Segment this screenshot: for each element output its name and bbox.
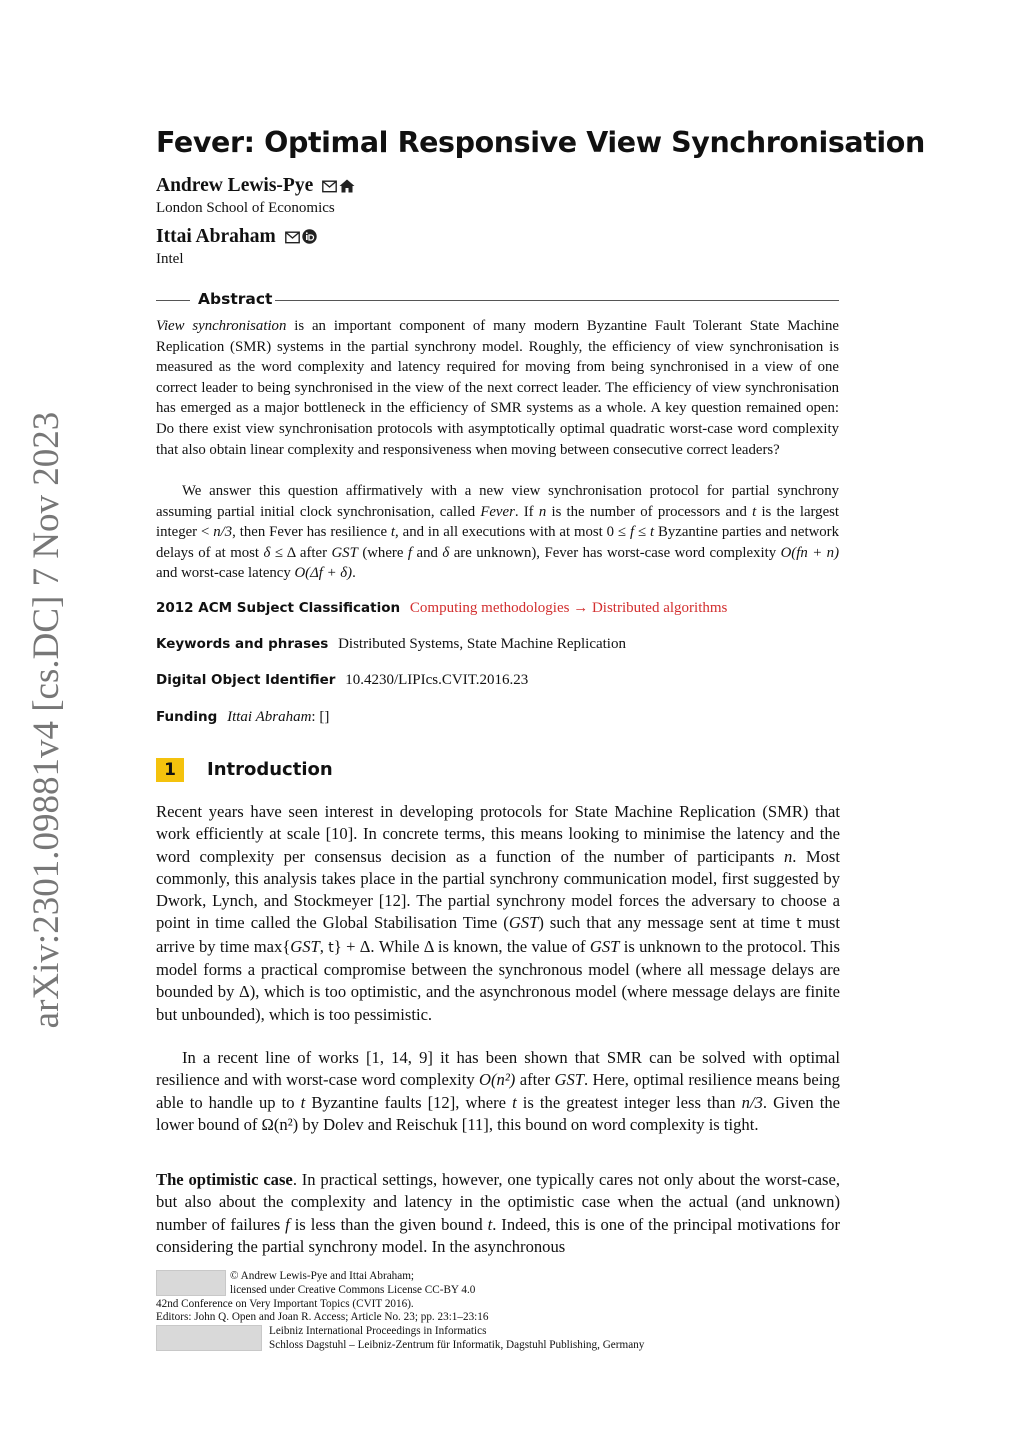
envelope-icon[interactable] — [285, 231, 300, 244]
paragraph-lead: The optimistic case — [156, 1170, 293, 1189]
lipics-logo — [156, 1325, 262, 1351]
funding-name: Ittai Abraham — [227, 709, 312, 725]
cc-license-logo — [156, 1270, 226, 1296]
home-icon[interactable] — [339, 179, 355, 193]
abstract-lead-term: View synchronisation — [156, 318, 287, 334]
keywords-value: Distributed Systems, State Machine Replication — [338, 636, 626, 652]
author-1-affiliation: London School of Economics — [156, 200, 335, 216]
section-title: Introduction — [207, 759, 333, 780]
intro-paragraph-3: The optimistic case. In practical settings, however, one typically cares not only about the worst-case, but also about the complexity and latency in the optimistic case when the actual (and unknown) number of failures f is less than the given bound t. Indeed, this is one of the principal motivations for considering the partial synchrony model. In the asynchronous — [156, 1170, 840, 1256]
author-2-name: Ittai Abraham — [156, 226, 276, 247]
abstract-p1-text: is an important component of many modern Byzantine Fault Tolerant State Machine Replication (SMR) systems in the partial synchrony model. Roughly, the efficiency of view synchronisation is measured as the word complexity and latency required for moving from being synchronised in a view of one correct leader to being synchronised in the view of the next correct leader. The efficiency of view synchronisation has emerged as a major bottleneck in the efficiency of SMR systems as a whole. A key question remained open: Do there exist view synchronisation protocols with asymptotically optimal quadratic worst-case word complexity that also obtain linear complexity and responsiveness when moving between consecutive correct leaders? — [156, 318, 839, 458]
footer-conference: 42nd Conference on Very Important Topics (CVIT 2016). — [156, 1298, 414, 1310]
abstract-paragraph-1 — [156, 316, 839, 460]
author-2-affiliation: Intel — [156, 251, 184, 267]
doi-value: 10.4230/LIPIcs.CVIT.2016.23 — [345, 672, 529, 688]
funding-rest: : [] — [311, 709, 330, 725]
intro-paragraph-2: In a recent line of works [1, 14, 9] it has been shown that SMR can be solved with optimal resilience and with worst-case word complexity O(n²) after GST. Here, optimal resilience means being able to handle up to t Byzantine faults [12], where t is the greatest integer less than n/3. Given the lower bound of Ω(n²) by Dolev and Reischuk [11], this bound on word complexity is tight. — [156, 1048, 840, 1134]
doi — [156, 672, 856, 689]
author-1 — [156, 175, 355, 197]
acm-link[interactable]: Computing methodologies → Distributed algorithms — [409, 600, 728, 616]
abstract-label: Abstract — [198, 290, 273, 308]
footer-editors: Editors: John Q. Open and Joan R. Access; Article No. 23; pp. 23:1–23:16 — [156, 1311, 489, 1323]
orcid-icon[interactable] — [302, 229, 317, 244]
keywords — [156, 636, 856, 653]
acm-classification — [156, 600, 856, 617]
paper-title: Fever: Optimal Responsive View Synchronisation — [156, 126, 925, 159]
footer-license: licensed under Creative Commons License CC-BY 4.0 — [230, 1284, 476, 1296]
funding-label: Funding — [156, 709, 218, 725]
envelope-icon[interactable] — [322, 180, 337, 193]
acm-label: 2012 ACM Subject Classification — [156, 600, 401, 616]
section-number: 1 — [156, 758, 184, 782]
footer-series: Leibniz International Proceedings in Informatics — [269, 1325, 487, 1337]
funding — [156, 709, 856, 726]
abstract-heading — [156, 290, 839, 310]
author-2 — [156, 226, 317, 248]
doi-label: Digital Object Identifier — [156, 672, 336, 688]
arxiv-side-stamp: arXiv:2301.09881v4 [cs.DC] 7 Nov 2023 — [26, 411, 67, 1029]
footer-publisher: Schloss Dagstuhl – Leibniz-Zentrum für Informatik, Dagstuhl Publishing, Germany — [269, 1339, 645, 1351]
keywords-label: Keywords and phrases — [156, 636, 329, 652]
footer-copyright: © Andrew Lewis-Pye and Ittai Abraham; — [230, 1270, 415, 1282]
intro-paragraph-1: Recent years have seen interest in developing protocols for State Machine Replication (SMR) that work efficiently at scale [10]. In concrete terms, this means looking to minimise the latency and the word complexity per consensus decision as a function of the number of participants n. Most commonly, this analysis takes place in the partial synchrony communication model, first suggested by Dwork, Lynch, and Stockmeyer [12]. The partial synchrony model forces the adversary to choose a point in time called the Global Stabilisation Time (GST) such that any message sent at time t must arrive by time max{GST, t} + Δ. While Δ is known, the value of GST is unknown to the protocol. This model forms a practical compromise between the synchronous model (where all message delays are bounded by Δ), which is too optimistic, and the asynchronous model (where message delays are finite but unbounded), which is too pessimistic. — [156, 802, 840, 1024]
abstract-rule-right — [275, 300, 839, 301]
author-1-name: Andrew Lewis-Pye — [156, 175, 314, 196]
abstract-paragraph-2: We answer this question affirmatively with a new view synchronisation protocol for partial synchrony assuming partial initial clock synchronisation, called Fever. If n is the number of processors and t is the largest integer < n/3, then Fever has resilience t, and in all executions with at most 0 ≤ f ≤ t Byzantine parties and network delays of at most δ ≤ Δ after GST (where f and δ are unknown), Fever has worst-case word complexity O(fn + n) and worst-case latency O(Δf + δ). — [156, 483, 840, 582]
abstract-rule-left — [156, 300, 190, 301]
